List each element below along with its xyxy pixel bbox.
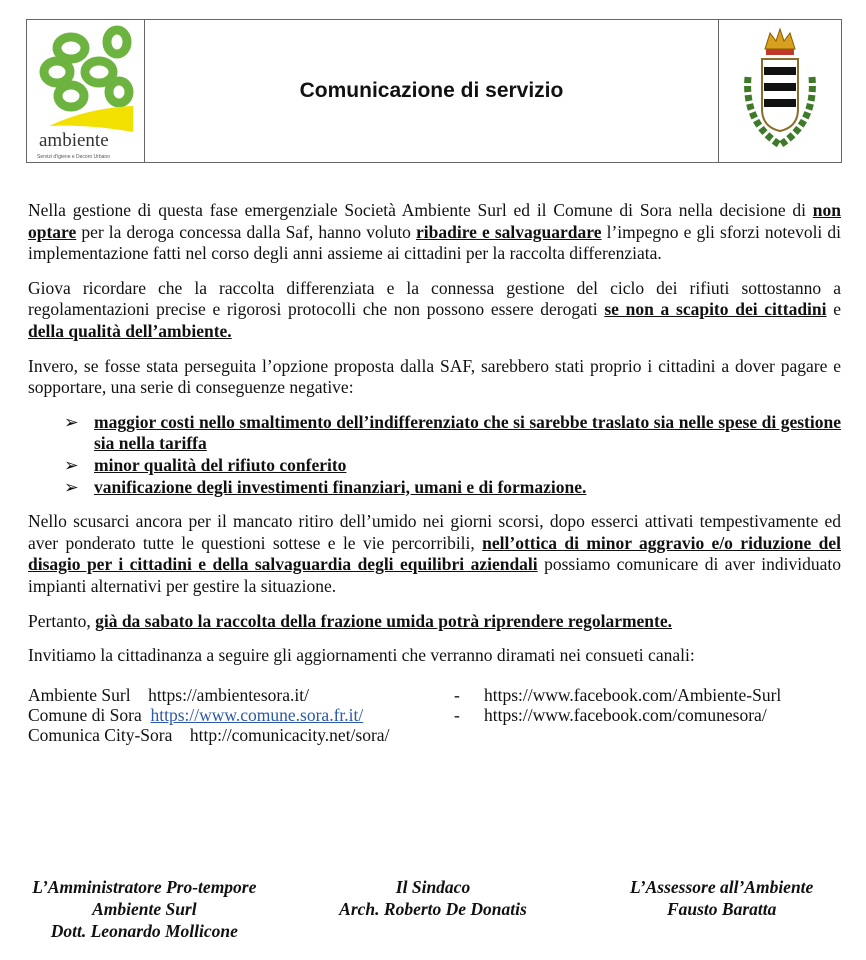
text: Pertanto, (28, 610, 96, 631)
paragraph (28, 511, 841, 597)
ambiente-logo (27, 20, 145, 162)
text: Nella gestione di questa fase emergenziale Società Ambiente Surl ed il Comune di Sora nella decisione di (28, 200, 813, 220)
separator: - (454, 704, 460, 725)
channel-name: Ambiente Surl (28, 684, 131, 705)
channel-name: Comune di Sora (28, 704, 142, 725)
channel-name: Comunica City-Sora (28, 724, 173, 745)
website-link[interactable]: https://www.comune.sora.fr.it/ (150, 704, 364, 725)
emphasis-text: della qualità dell’ambiente. (28, 320, 232, 341)
emphasis-text: nell’ottica di minor aggravio e/o riduzione del disagio per i cittadini e della salvaguardia degli equilibri aziendali (28, 532, 842, 575)
facebook-link[interactable]: https://www.facebook.com/Ambiente-Surl (484, 684, 782, 705)
channel-row (28, 725, 841, 745)
arrow-bullet-icon: ➢ (64, 476, 79, 497)
svg-text:ambiente: ambiente (39, 130, 109, 151)
sora-coat-of-arms-icon (718, 20, 841, 162)
website-link[interactable]: https://ambientesora.it/ (148, 684, 309, 705)
signature-role: Il Sindaco (395, 877, 471, 897)
paragraph (28, 645, 841, 667)
flower-logo-icon (27, 20, 144, 161)
consequences-list (28, 412, 841, 498)
paragraph (28, 200, 841, 265)
signature-role: L’Amministratore Pro-tempore (32, 877, 257, 897)
letterhead (26, 19, 842, 163)
svg-text:Servizi d'igiene e Decoro Urba: Servizi d'igiene e Decoro Urbano (37, 154, 110, 160)
arrow-bullet-icon: ➢ (64, 411, 79, 432)
list-item-text: minor qualità del rifiuto conferito (94, 454, 347, 475)
text: Invero, se fosse stata perseguita l’opzione proposta dalla SAF, sarebbero stati proprio i cittadini a dover pagare e sopportare, una serie di conseguenze negative: (28, 355, 841, 398)
separator: - (454, 684, 460, 705)
signature-role: L’Assessore all’Ambiente (630, 877, 814, 897)
text: Nello scusarci ancora per il mancato ritiro dell’umido nei giorni scorsi, dopo esserci attivati tempestivamente ed aver ponderato tutte le questioni sottese e le vie percorribili, (28, 511, 841, 553)
channel-row (28, 705, 841, 725)
list-item-text: maggior costi nello smaltimento dell’indifferenziato che si sarebbe traslato sia nelle spese di gestione sia nella tariffa (94, 411, 841, 454)
facebook-link[interactable]: https://www.facebook.com/comunesora/ (484, 704, 767, 725)
list-item (64, 412, 841, 455)
signature-block (577, 876, 866, 942)
channels-list (28, 685, 841, 745)
signature-name: Dott. Leonardo Mollicone (50, 921, 238, 941)
website-link[interactable]: http://comunicacity.net/sora/ (189, 724, 390, 745)
emphasis-text: non optare (28, 200, 841, 242)
text: per la deroga concessa dalla Saf, hanno voluto (76, 221, 417, 242)
letter-body (28, 200, 841, 745)
text: e (826, 299, 841, 320)
text: possiamo comunicare di aver individuato impianti alternativi per gestire la situazione. (28, 554, 841, 596)
text: l’impegno e gli sforzi notevoli di implementazione fatti nel corso degli anni assieme ai cittadini per la raccolta differenziata. (28, 221, 841, 264)
paragraph (28, 278, 841, 343)
signature-block (0, 876, 289, 942)
signature-org: Arch. Roberto De Donatis (339, 899, 527, 919)
signature-block (289, 876, 578, 942)
list-item (64, 455, 841, 477)
emphasis-text: ribadire e salvaguardare (416, 221, 602, 242)
channel-row (28, 685, 841, 705)
emphasis-text: se non a scapito dei cittadini (604, 299, 827, 320)
signature-org: Ambiente Surl (92, 899, 197, 919)
text: Giova ricordare che la raccolta differenziata e la connessa gestione del ciclo dei rifiuti sottostanno a regolamentazioni precise e rigorosi protocolli che non possono essere derogati (28, 277, 841, 320)
paragraph (28, 356, 841, 399)
emphasis-text: già da sabato la raccolta della frazione umida potrà riprendere regolarmente. (95, 610, 673, 631)
signatures (0, 876, 866, 942)
arrow-bullet-icon: ➢ (64, 454, 79, 475)
page-title: Comunicazione di servizio (299, 79, 564, 102)
list-item-text: vanificazione degli investimenti finanziari, umani e di formazione. (94, 476, 587, 497)
signature-org: Fausto Baratta (666, 899, 777, 919)
paragraph (28, 611, 841, 633)
text: Invitiamo la cittadinanza a seguire gli aggiornamenti che verranno diramati nei consueti canali: (28, 645, 695, 666)
list-item (64, 477, 841, 499)
